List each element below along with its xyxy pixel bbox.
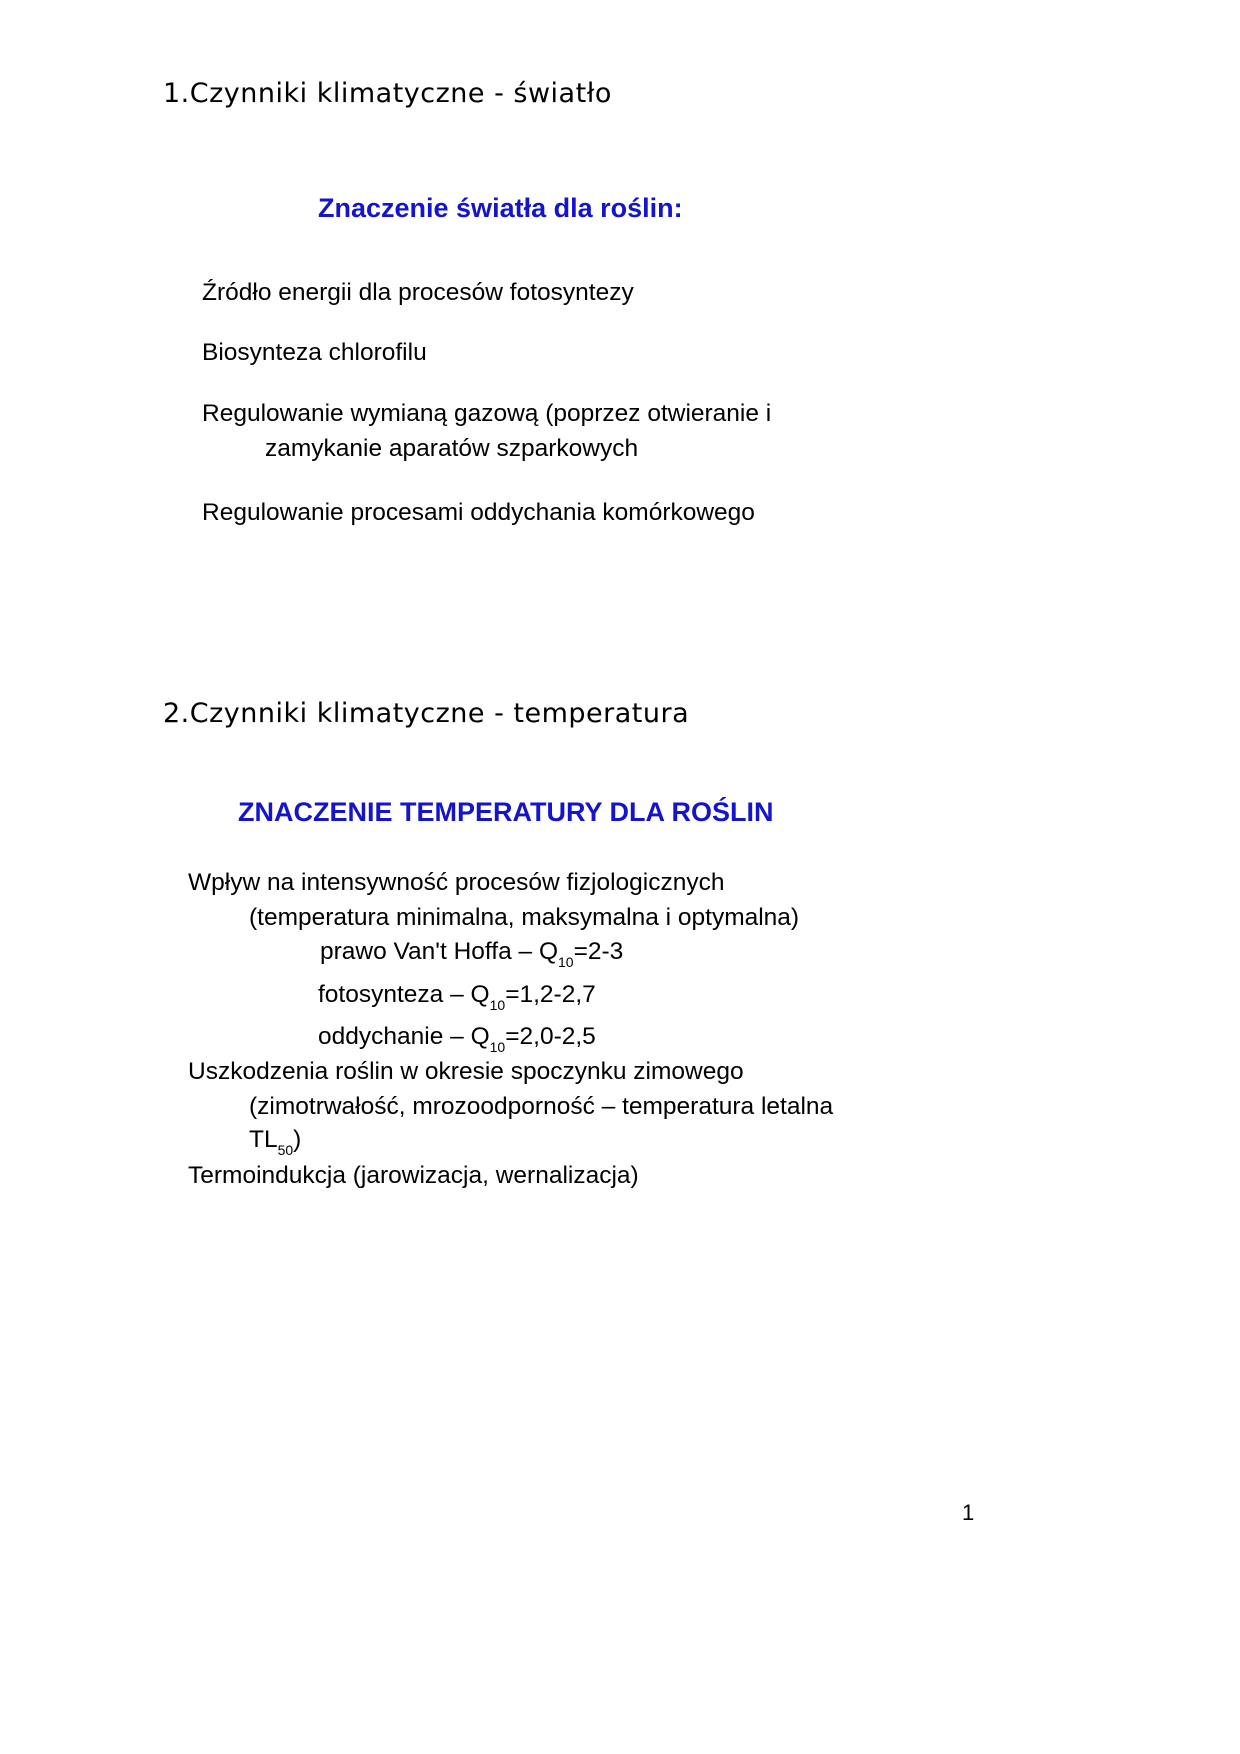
vant-hoff-value: =2-3 [573, 938, 624, 965]
photosynthesis-text: fotosynteza – Q [318, 981, 490, 1008]
section1-subheading: Znaczenie światła dla roślin: [318, 193, 683, 223]
section2-line-intensity: Wpływ na intensywność procesów fizjologicznych [188, 869, 725, 896]
section1-item-energy: Źródło energii dla procesów fotosyntezy [202, 279, 634, 306]
page-number: 1 [962, 1500, 975, 1525]
section1-item-gas-exchange-line1: Regulowanie wymianą gazową (poprzez otwieranie i [202, 400, 772, 427]
tl-close-paren: ) [293, 1126, 302, 1153]
section1-item-gas-exchange-line2: zamykanie aparatów szparkowych [265, 435, 639, 462]
section1-item-respiration: Regulowanie procesami oddychania komórkowego [202, 499, 755, 526]
section1-heading: 1.Czynniki klimatyczne - światło [163, 78, 612, 109]
tl-subscript: 50 [277, 1142, 294, 1158]
respiration-subscript: 10 [489, 1039, 506, 1055]
photosynthesis-value: =1,2-2,7 [505, 981, 596, 1008]
respiration-text: oddychanie – Q [318, 1023, 490, 1050]
section2-line-vant-hoff [320, 936, 623, 968]
section2-heading: 2.Czynniki klimatyczne - temperatura [163, 698, 690, 729]
photosynthesis-subscript: 10 [489, 997, 506, 1013]
section2-line-photosynthesis [318, 979, 596, 1011]
section2-line-lethal-temperature [249, 1124, 301, 1156]
section2-line-frost-resistance: (zimotrwałość, mrozoodporność – temperatura letalna [249, 1093, 834, 1120]
section2-line-winter-damage: Uszkodzenia roślin w okresie spoczynku zimowego [188, 1058, 744, 1085]
section2-line-thermoinduction: Termoindukcja (jarowizacja, wernalizacja) [188, 1162, 639, 1189]
section2-subheading: ZNACZENIE TEMPERATURY DLA ROŚLIN [238, 797, 774, 827]
section1-item-chlorophyll: Biosynteza chlorofilu [202, 339, 427, 366]
vant-hoff-text: prawo Van't Hoffa – Q [320, 938, 559, 965]
tl-text: TL [249, 1126, 278, 1153]
section2-line-respiration [318, 1021, 596, 1053]
vant-hoff-subscript: 10 [558, 954, 574, 970]
respiration-value: =2,0-2,5 [505, 1023, 596, 1050]
section2-line-temperature-range: (temperatura minimalna, maksymalna i optymalna) [249, 904, 800, 931]
